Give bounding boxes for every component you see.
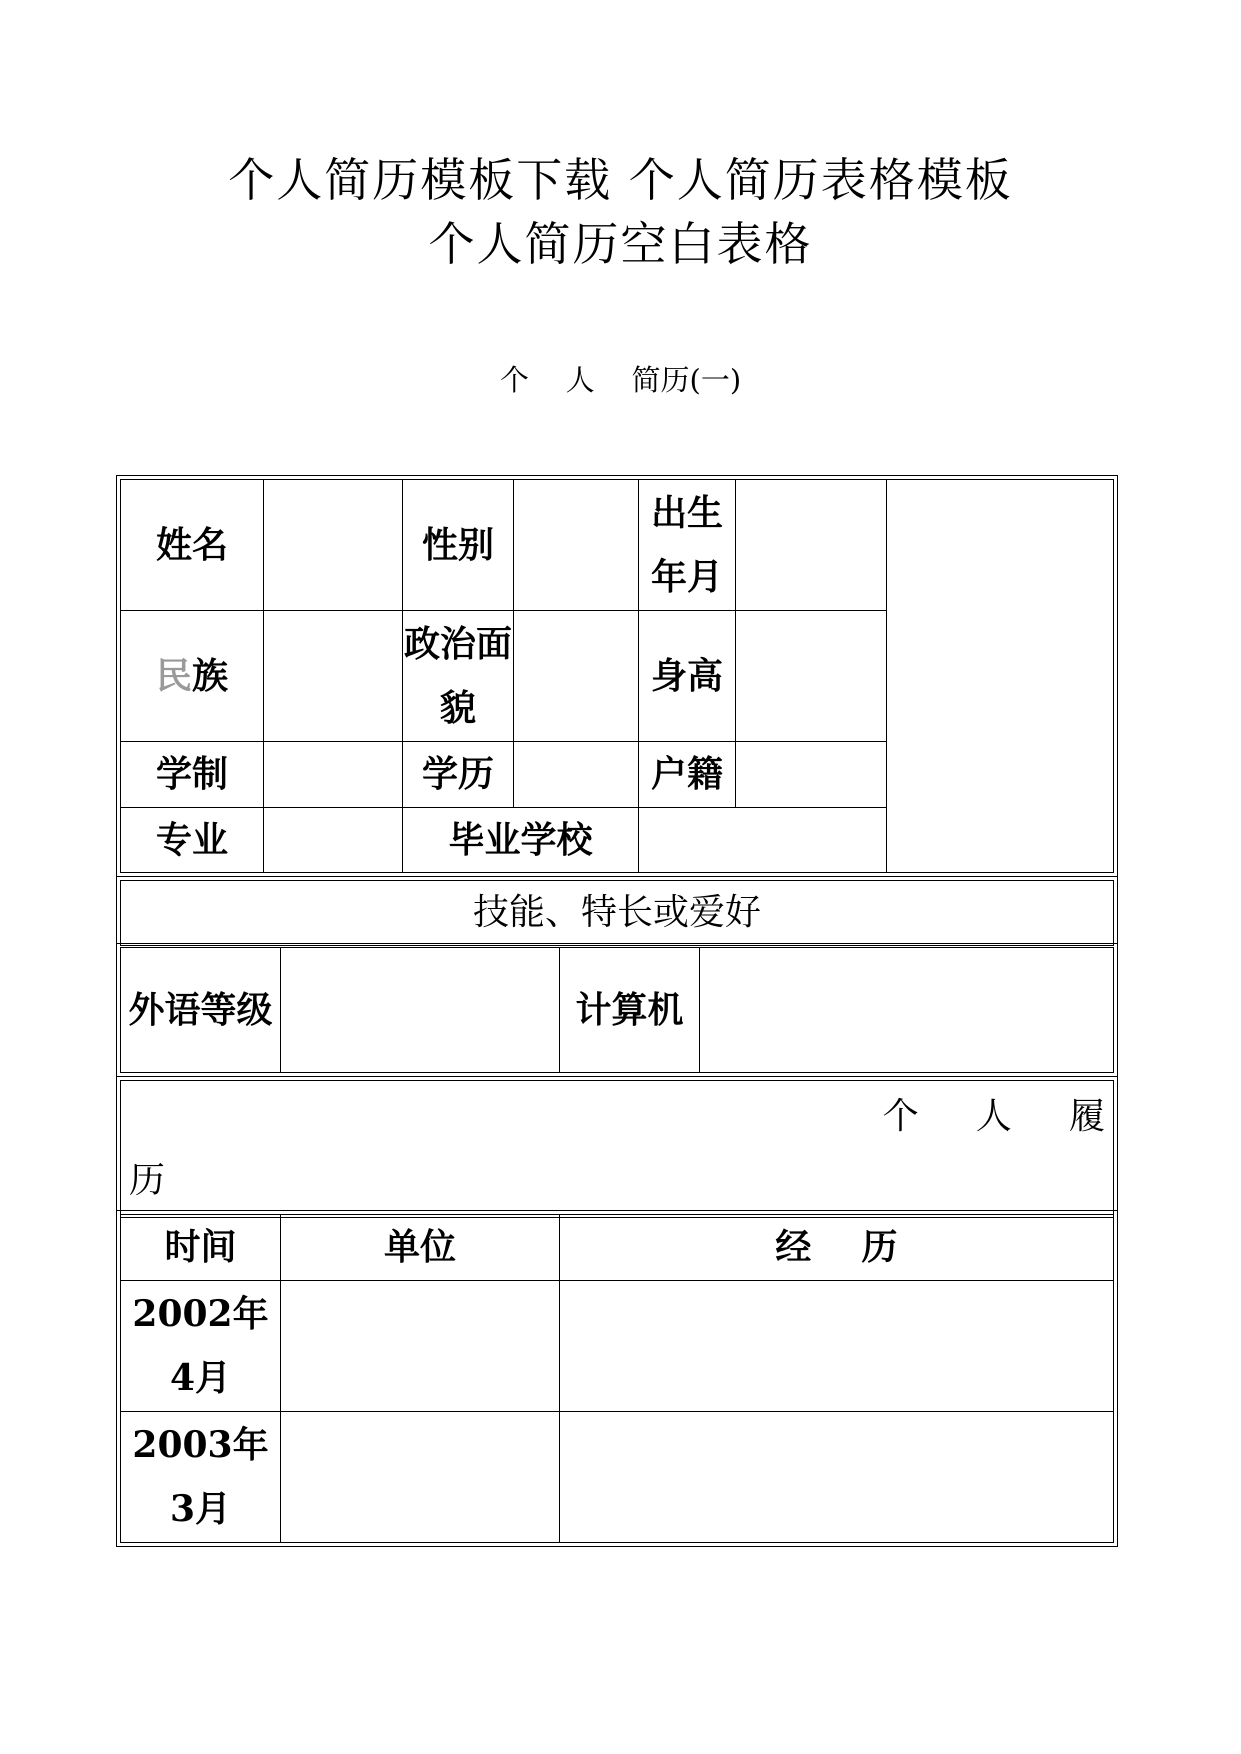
column-header-time: 时间: [121, 1215, 281, 1281]
column-header-experience: 经 历: [560, 1215, 1114, 1281]
ethnicity-label: [121, 611, 264, 742]
language-level-value[interactable]: [281, 948, 560, 1073]
major-value[interactable]: [264, 807, 403, 873]
resume-heading-table: [116, 1076, 1118, 1211]
skills-heading-table: [116, 876, 1118, 944]
gender-label: 性别: [403, 480, 514, 611]
political-value[interactable]: [514, 611, 639, 742]
column-header-unit: 单位: [281, 1215, 560, 1281]
political-label: 政治面貌: [403, 611, 514, 742]
language-level-label: 外语等级: [121, 948, 281, 1073]
basic-info-table: [116, 475, 1118, 877]
row-experience[interactable]: [560, 1280, 1114, 1411]
row-time: 2002年4月: [121, 1280, 281, 1411]
height-label: 身高: [639, 611, 736, 742]
household-value[interactable]: [736, 742, 887, 808]
school-label: 毕业学校: [403, 807, 639, 873]
schooling-label: 学制: [121, 742, 264, 808]
education-label: 学历: [403, 742, 514, 808]
photo-cell[interactable]: [887, 480, 1114, 873]
document-title-line1: 个人简历模板下载 个人简历表格模板: [228, 153, 1013, 207]
name-label: 姓名: [121, 480, 264, 611]
document-title-line2: 个人简历空白表格: [428, 217, 813, 271]
ethnicity-label-part2: 族: [192, 655, 229, 697]
document-subtitle: 个 人 简历(一): [499, 363, 742, 397]
ethnicity-value[interactable]: [264, 611, 403, 742]
computer-value[interactable]: [700, 948, 1114, 1073]
table-row: [121, 1411, 1114, 1542]
resume-heading-line2: 历: [129, 1160, 166, 1201]
row-experience[interactable]: [560, 1411, 1114, 1542]
birth-value[interactable]: [736, 480, 887, 611]
education-value[interactable]: [514, 742, 639, 808]
ethnicity-label-part1: 民: [155, 655, 192, 697]
major-label: 专业: [121, 807, 264, 873]
row-unit[interactable]: [281, 1411, 560, 1542]
height-value[interactable]: [736, 611, 887, 742]
skills-heading: 技能、特长或爱好: [121, 881, 1114, 946]
row-unit[interactable]: [281, 1280, 560, 1411]
resume-heading: [121, 1081, 1114, 1218]
resume-heading-line1: 个 人 履: [882, 1096, 1105, 1137]
gender-value[interactable]: [514, 480, 639, 611]
household-label: 户籍: [639, 742, 736, 808]
name-value[interactable]: [264, 480, 403, 611]
resume-table: [116, 1210, 1118, 1547]
skills-table: [116, 943, 1118, 1077]
schooling-value[interactable]: [264, 742, 403, 808]
birth-label: 出生年月: [639, 480, 736, 611]
row-time: 2003年3月: [121, 1411, 281, 1542]
school-value[interactable]: [639, 807, 887, 873]
table-row: [121, 1280, 1114, 1411]
computer-label: 计算机: [560, 948, 700, 1073]
